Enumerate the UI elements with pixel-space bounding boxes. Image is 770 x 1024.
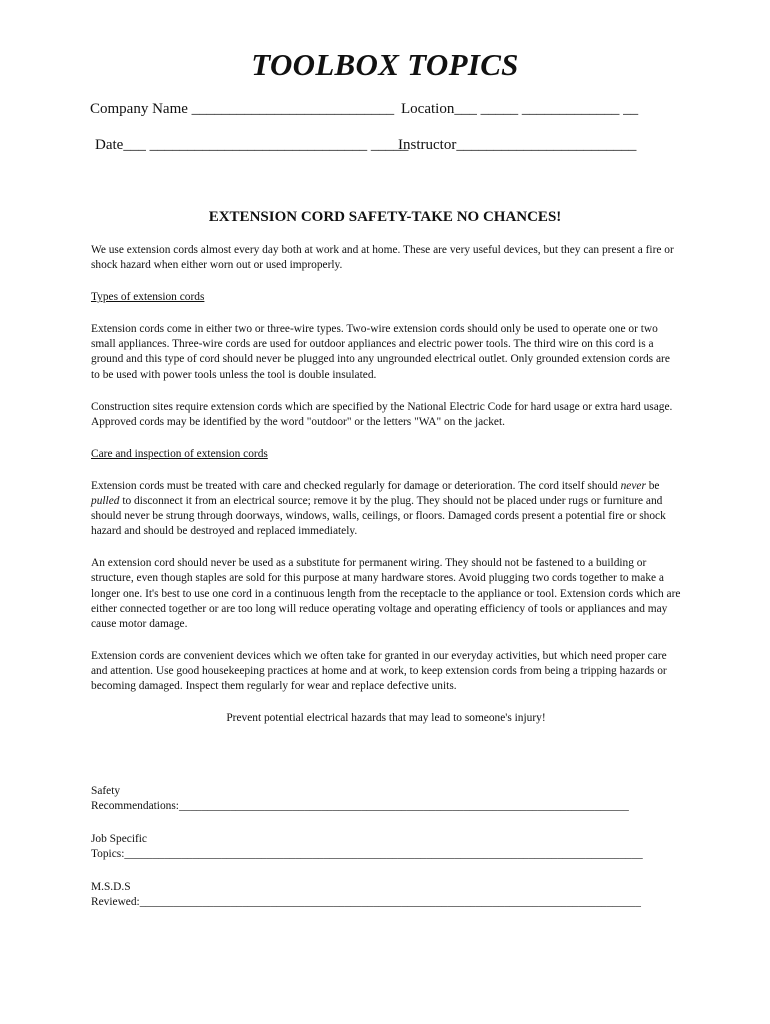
- instructor-field: Instructor________________________: [398, 137, 637, 153]
- emphasis-never: never: [620, 479, 646, 492]
- care-subheading: Care and inspection of extension cords: [91, 447, 268, 460]
- types-paragraph-1: Extension cords come in either two or three-wire types. Two-wire extension cords should only be used to operate one or two small appliances. Three-wire cords are used for outdoor appliances and electric power tools. The third wire on this cord is a ground and this type of cord should never be plugged into any ungrounded electrical outlet. Only grounded extension cords are to be used with power tools unless the tool is double insulated.: [91, 323, 670, 381]
- page-title: TOOLBOX TOPICS: [251, 47, 519, 82]
- care-paragraph-3: Extension cords are convenient devices which we often take for granted in our everyday activities, but which need proper care and attention. Use good housekeeping practices at home and at work, to keep extension cords from being a tripping hazards or becoming damaged. Inspect them regularly for wear and replace defective units.: [91, 649, 667, 692]
- company-name-field: Company Name ___________________________: [90, 101, 395, 117]
- types-paragraph-2: Construction sites require extension cords which are specified by the National Electric Code for hard usage or extra hard usage. Approved cords may be identified by the word "outdoor" or the letters "WA" on the jacket.: [91, 400, 673, 428]
- date-field: Date___ _____________________________ _____: [95, 137, 409, 153]
- msds-reviewed-field: M.S.D.S Reviewed:________________________________________________________________________________________: [91, 881, 641, 909]
- topic-heading: EXTENSION CORD SAFETY-TAKE NO CHANCES!: [208, 209, 562, 225]
- emphasis-pulled: pulled: [91, 495, 120, 508]
- care-paragraph-2: An extension cord should never be used as a substitute for permanent wiring. They should not be fastened to a building or structure, even though staples are sold for this purpose at many hardware stores. Avoid plugging two cords together to make a longer one. It's best to use one cord in a continuous length from the receptacle to the appliance or tool. Extension cords which are either connected together or are too long will reduce operating voltage and operating efficiency of tools or appliances and may cause motor damage.: [91, 557, 681, 630]
- care-paragraph-1: Extension cords must be treated with care and checked regularly for damage or deterioration. The cord itself should never be pulled to disconnect it from an electrical source; remove it by the plug. They should not be placed under rugs or furniture and should never be strung through doorways, windows, walls, ceilings, or floors. Damaged cords present a potential fire or shock hazard and should be destroyed and replaced immediately.: [91, 479, 666, 538]
- closing-statement: Prevent potential electrical hazards that may lead to someone's injury!: [226, 712, 546, 725]
- document-body: [91, 243, 681, 726]
- safety-recommendations-field: Safety Recommendations:_______________________________________________________________________________: [91, 785, 629, 813]
- location-field: Location___ _____ _____________ __: [401, 101, 639, 117]
- types-subheading: Types of extension cords: [91, 291, 205, 304]
- intro-paragraph: We use extension cords almost every day both at work and at home. These are very useful devices, but they can present a fire or shock hazard when either worn out or used improperly.: [91, 244, 674, 272]
- job-specific-topics-field: Job Specific Topics:___________________________________________________________________________________________: [91, 833, 643, 861]
